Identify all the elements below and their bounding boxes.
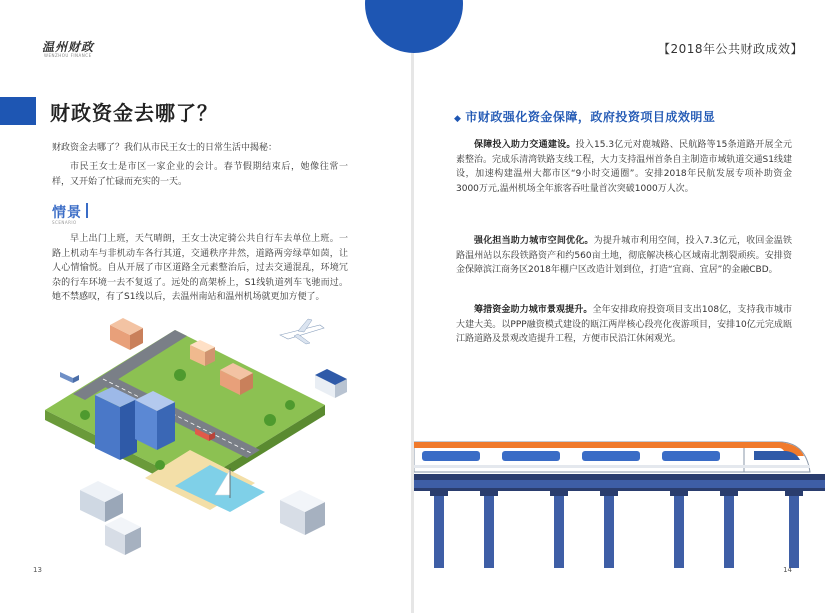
floating-building-1 (80, 481, 123, 522)
scene-heading: 情景 (52, 205, 82, 221)
paragraph-urban-space (456, 234, 792, 278)
train (414, 442, 810, 472)
magazine-logo: 温州财政 (42, 40, 95, 54)
title-accent-bar (0, 97, 36, 125)
paragraph-lead: 强化担当助力城市空间优化。 (474, 236, 594, 246)
scene-subheading: SCENARIO (52, 220, 77, 225)
paragraph-landscape (456, 303, 792, 347)
airplane (280, 319, 324, 344)
section-heading (454, 108, 715, 125)
diamond-bullet-icon: ◆ (454, 114, 462, 124)
office-tower-2 (135, 391, 175, 450)
magazine-logo-subtitle: WENZHOU FINANCE (44, 53, 92, 58)
isometric-city-illustration (25, 300, 365, 560)
page-number-left: 13 (33, 566, 42, 574)
paragraph-body: 全年安排政府投资项目支出108亿，支持我市城市大建大美。以PPP融资模式建设的瓯江两岸核心段亮化夜游项目，安排10亿元完成瓯江路道路及景观改造提升工程，方便市民沿江休闲观光。 (456, 305, 792, 344)
floating-house-right (315, 369, 347, 398)
left-page (0, 0, 411, 613)
tree (285, 400, 295, 410)
section-heading-text: 市财政强化资金保障，政府投资项目成效明显 (465, 110, 716, 124)
viaduct-deck (414, 474, 825, 480)
page-title: 财政资金去哪了？ (50, 101, 218, 125)
tree (80, 410, 90, 420)
page-number-right: 14 (783, 566, 792, 574)
car (60, 372, 79, 383)
house-1 (110, 318, 143, 350)
intro-text: 财政资金去哪了？我们从市民王女士的日常生活中揭秘： (52, 143, 278, 153)
year-section-tag: 【2018年公共财政成效】 (657, 42, 803, 56)
office-tower-1 (95, 387, 137, 460)
paragraph-lead: 保障投入助力交通建设。 (474, 140, 576, 150)
paragraph-body: 投入15.3亿元对鹿城路、民航路等15条道路开展全元素整治。完成乐清湾铁路支线工程，大力支持温州首条自主制造市域轨道交通S1线建设，加速构建温州大都市区“9小时交通圈”。安排2018年民航发展专项补助资金3000万元,温州机场全年旅客吞吐量首次突破1000万人次。 (456, 140, 792, 194)
paragraph-1: 市民王女士是市区一家企业的会计。春节假期结束后，她像往常一样，又开始了忙碌而充实的一天。 (52, 162, 348, 187)
floating-building-3 (280, 490, 325, 535)
floating-building-2 (105, 517, 141, 555)
tree (174, 369, 186, 381)
paragraph-lead: 筹措资金助力城市景观提升。 (474, 305, 593, 315)
tree (155, 460, 165, 470)
train-viaduct-illustration (414, 438, 825, 568)
paragraph-2: 早上出门上班，天气晴朗，王女士决定骑公共自行车去单位上班。一路上机动车与非机动车各行其道，交通秩序井然，道路两旁绿草如茵，让人心情愉悦。自从开展了市区道路全元素整治后，过去交通混乱，环境冗杂的行车环境一去不复返了。远处的高架桥上，S1线轨道列车飞驰而过。她不禁感叹，有了S1线以后，去温州南站和温州机场就更加方便了。 (52, 234, 348, 302)
tree (264, 414, 276, 426)
scene-bracket (82, 203, 88, 218)
right-page (414, 0, 825, 613)
paragraph-transport (456, 138, 792, 196)
paragraph-body: 为提升城市利用空间，投入7.3亿元，收回金温铁路温州站以东段铁路资产和约560亩土地，彻底解决核心区域南北割裂顽疾。安排资金保障滨江商务区2018年棚户区改造计划到位，打造“宜商、宜居”的金融CBD。 (456, 236, 792, 275)
viaduct-pillars (434, 491, 799, 568)
